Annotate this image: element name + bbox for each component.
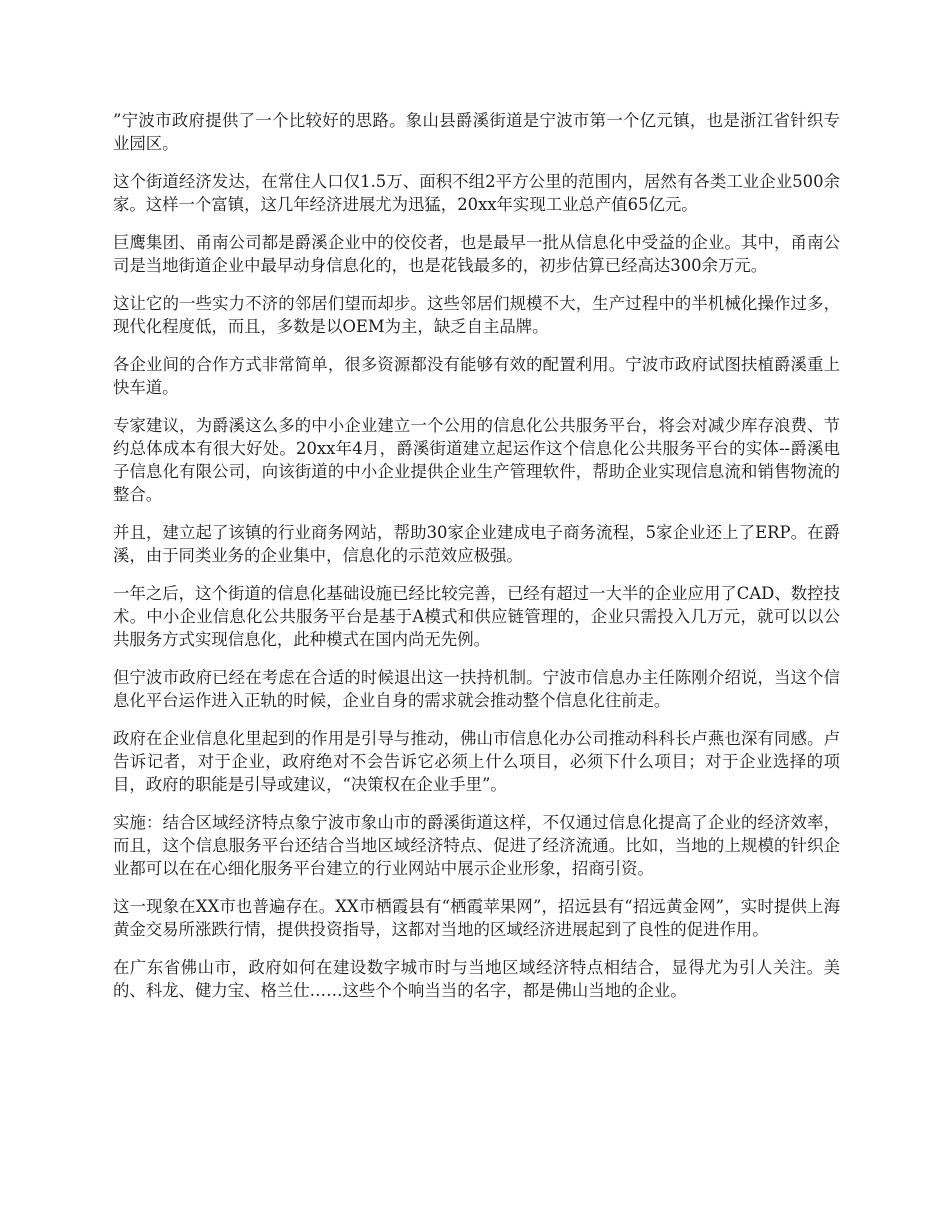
paragraph-13: 在广东省佛山市，政府如何在建设数字城市时与当地区域经济特点相结合，显得尤为引人关注。美的、科龙、健力宝、格兰仕……这些个个响当当的名字，都是佛山当地的企业。: [113, 958, 840, 1000]
paragraph-1: ”宁波市政府提供了一个比较好的思路。象山县爵溪街道是宁波市第一个亿元镇，也是浙江省针织专业园区。: [113, 111, 840, 153]
paragraph-10: 政府在企业信息化里起到的作用是引导与推动，佛山市信息化办公司推动科科长卢燕也深有同感。卢告诉记者，对于企业，政府绝对不会告诉它必须上什么项目，必须下什么项目；对于企业选择的项目，政府的职能是引导或建议，“决策权在企业手里”。: [113, 729, 840, 794]
paragraph-11: 实施：结合区域经济特点象宁波市象山市的爵溪街道这样，不仅通过信息化提高了企业的经济效率，而且，这个信息服务平台还结合当地区域经济特点、促进了经济流通。比如，当地的上规模的针织企业都可以在在心细化服务平台建立的行业网站中展示企业形象，招商引资。: [113, 813, 840, 878]
paragraph-6: 专家建议，为爵溪这么多的中小企业建立一个公用的信息化公共服务平台，将会对减少库存浪费、节约总体成本有很大好处。20xx年4月，爵溪街道建立起运作这个信息化公共服务平台的实体--爵溪电子信息化有限公司，向该街道的中小企业提供企业生产管理软件，帮助企业实现信息流和销售物流的整合。: [113, 416, 840, 504]
paragraph-4: 这让它的一些实力不济的邻居们望而却步。这些邻居们规模不大，生产过程中的半机械化操作过多，现代化程度低，而且，多数是以OEM为主，缺乏自主品牌。: [113, 294, 840, 337]
paragraph-3: 巨鹰集团、甬南公司都是爵溪企业中的佼佼者，也是最早一批从信息化中受益的企业。其中，甬南公司是当地街道企业中最早动身信息化的，也是花钱最多的，初步估算已经高达300余万元。: [113, 233, 840, 275]
paragraph-9: 但宁波市政府已经在考虑在合适的时候退出这一扶持机制。宁波市信息办主任陈刚介绍说，当这个信息化平台运作进入正轨的时候，企业自身的需求就会推动整个信息化往前走。: [113, 668, 840, 710]
paragraph-7: 并且，建立起了该镇的行业商务网站，帮助30家企业建成电子商务流程，5家企业还上了ERP。在爵溪，由于同类业务的企业集中，信息化的示范效应极强。: [113, 523, 840, 565]
paragraph-5: 各企业间的合作方式非常简单，很多资源都没有能够有效的配置利用。宁波市政府试图扶植爵溪重上快车道。: [113, 355, 840, 398]
paragraph-12: 这一现象在XX市也普遍存在。XX市栖霞县有“栖霞苹果网”，招远县有“招远黄金网”，实时提供上海黄金交易所涨跌行情，提供投资指导，这都对当地的区域经济进展起到了良性的促进作用。: [113, 897, 840, 939]
paragraph-2: 这个街道经济发达，在常住人口仅1.5万、面积不组2平方公里的范围内，居然有各类工业企业500余家。这样一个富镇，这几年经济进展尤为迅猛，20xx年实现工业总产值65亿元。: [113, 172, 840, 214]
document-page: [113, 110, 840, 1018]
paragraph-8: 一年之后，这个街道的信息化基础设施已经比较完善，已经有超过一大半的企业应用了CAD、数控技术。中小企业信息化公共服务平台是基于A模式和供应链管理的，企业只需投入几万元，就可以以公共服务方式实现信息化，此种模式在国内尚无先例。: [113, 584, 840, 649]
